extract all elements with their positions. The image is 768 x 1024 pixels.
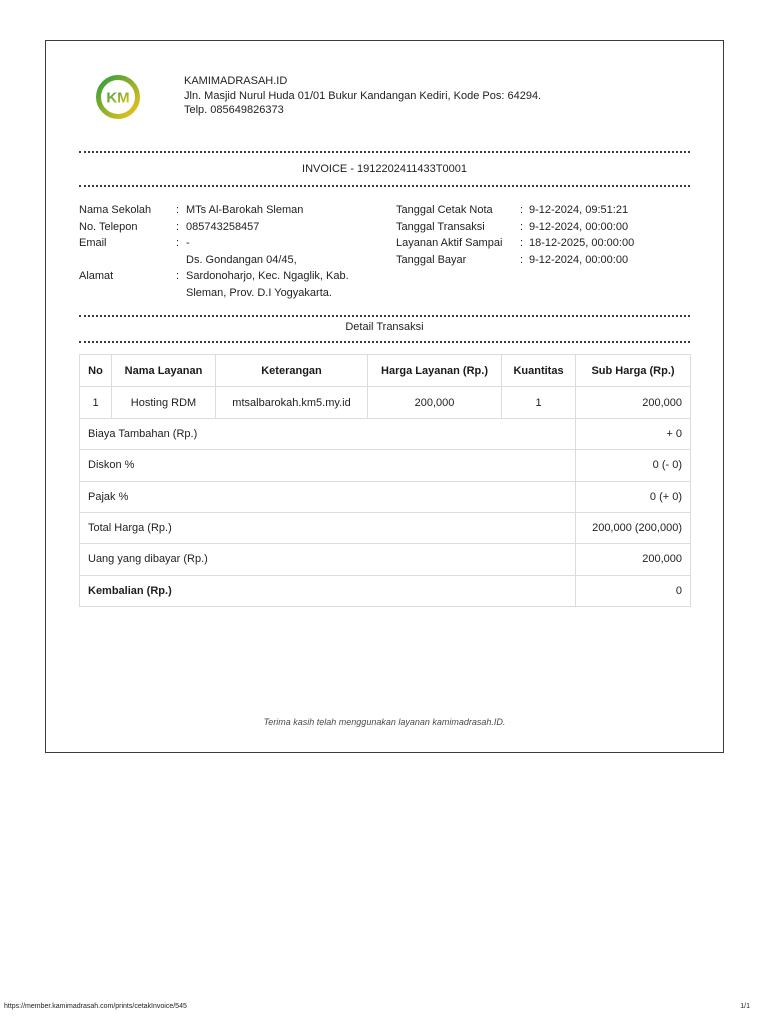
logo-lettering: KM [106, 89, 130, 107]
payment-date-value: 9-12-2024, 00:00:00 [529, 253, 629, 266]
school-name-row [79, 202, 349, 219]
thank-you-note: Terima kasih telah menggunakan layanan kamimadrasah.ID. [263, 717, 506, 727]
summary-label: Diskon % [80, 450, 576, 481]
cell-service: Hosting RDM [112, 387, 216, 419]
service-active-until-value: 18-12-2025, 00:00:00 [529, 237, 635, 249]
cell-subtotal: 200,000 [576, 387, 691, 419]
cell-quantity: 1 [502, 387, 576, 419]
summary-value: + 0 [576, 419, 691, 450]
school-email-row [79, 235, 349, 252]
transaction-info [396, 202, 634, 268]
column-header-subtotal: Sub Harga (Rp.) [576, 355, 691, 387]
summary-row-change [80, 575, 691, 606]
summary-label: Kembalian (Rp.) [80, 575, 576, 606]
info-colon: : [176, 237, 180, 249]
info-colon: : [176, 204, 180, 216]
summary-value: 200,000 [576, 544, 691, 575]
info-colon: : [520, 220, 524, 233]
cell-description: mtsalbarokah.km5.my.id [216, 387, 368, 419]
info-label: No. Telepon [79, 220, 138, 233]
info-label: Tanggal Bayar [396, 253, 467, 266]
detail-heading: Detail Transaksi [345, 321, 424, 333]
summary-row-total [80, 512, 691, 543]
print-footer-url: https://member.kamimadrasah.com/prints/cetakInvoice/545 [4, 1003, 187, 1010]
info-colon: : [176, 270, 180, 282]
summary-label: Pajak % [80, 481, 576, 512]
summary-value: 200,000 (200,000) [576, 512, 691, 543]
school-phone-row [79, 219, 349, 236]
company-address: Jln. Masjid Nurul Huda 01/01 Bukur Kandangan Kediri, Kode Pos: 64294. [184, 89, 542, 102]
invoice-title: INVOICE - 1912202411433T0001 [302, 163, 467, 175]
company-header [184, 74, 541, 118]
column-header-price: Harga Layanan (Rp.) [368, 355, 502, 387]
dotted-divider [79, 185, 690, 187]
info-label: Alamat [79, 270, 114, 282]
summary-label: Biaya Tambahan (Rp.) [80, 419, 576, 450]
school-phone-value: 085743258457 [186, 220, 260, 233]
print-date-value: 9-12-2024, 09:51:21 [529, 204, 629, 216]
dotted-divider [79, 341, 690, 343]
info-label: Tanggal Cetak Nota [396, 204, 493, 216]
service-active-until-row [396, 235, 634, 252]
info-label: Tanggal Transaksi [396, 220, 485, 233]
info-colon: : [520, 237, 524, 249]
summary-value: 0 (+ 0) [576, 481, 691, 512]
info-label: Email [79, 237, 107, 249]
dotted-divider [79, 151, 690, 153]
summary-value: 0 [576, 575, 691, 606]
column-header-quantity: Kuantitas [502, 355, 576, 387]
school-email-value: - [186, 237, 190, 249]
transaction-date-value: 9-12-2024, 00:00:00 [529, 220, 629, 233]
summary-value: 0 (- 0) [576, 450, 691, 481]
summary-label: Uang yang dibayar (Rp.) [80, 544, 576, 575]
summary-label: Total Harga (Rp.) [80, 512, 576, 543]
school-name-value: MTs Al-Barokah Sleman [186, 204, 304, 216]
table-header-row [80, 355, 691, 387]
info-colon: : [520, 204, 524, 216]
company-name: KAMIMADRASAH.ID [184, 75, 288, 87]
school-address-row [79, 252, 349, 302]
kamimadrasah-logo [95, 74, 141, 120]
dotted-divider [79, 315, 690, 317]
info-colon: : [520, 253, 524, 266]
address-line: Sardonoharjo, Kec. Ngaglik, Kab. [186, 270, 349, 282]
column-header-description: Keterangan [216, 355, 368, 387]
info-label: Nama Sekolah [79, 204, 152, 216]
cell-price: 200,000 [368, 387, 502, 419]
summary-row-amount-paid [80, 544, 691, 575]
column-header-no: No [80, 355, 112, 387]
summary-row-tax [80, 481, 691, 512]
column-header-service: Nama Layanan [112, 355, 216, 387]
transaction-date-row [396, 219, 634, 236]
school-info [79, 202, 349, 301]
summary-row-additional-fee [80, 419, 691, 450]
school-address-value [186, 252, 349, 302]
cell-no: 1 [80, 387, 112, 419]
address-line: Sleman, Prov. D.I Yogyakarta. [186, 286, 332, 299]
print-footer-page-number: 1/1 [740, 1003, 750, 1010]
company-phone: Telp. 085649826373 [184, 104, 284, 116]
payment-date-row [396, 252, 634, 269]
address-line: Ds. Gondangan 04/45, [186, 253, 297, 266]
info-label: Layanan Aktif Sampai [396, 237, 503, 249]
transaction-detail-table [79, 354, 691, 607]
summary-row-discount [80, 450, 691, 481]
info-colon: : [176, 220, 180, 233]
table-row [80, 387, 691, 419]
print-date-row [396, 202, 634, 219]
